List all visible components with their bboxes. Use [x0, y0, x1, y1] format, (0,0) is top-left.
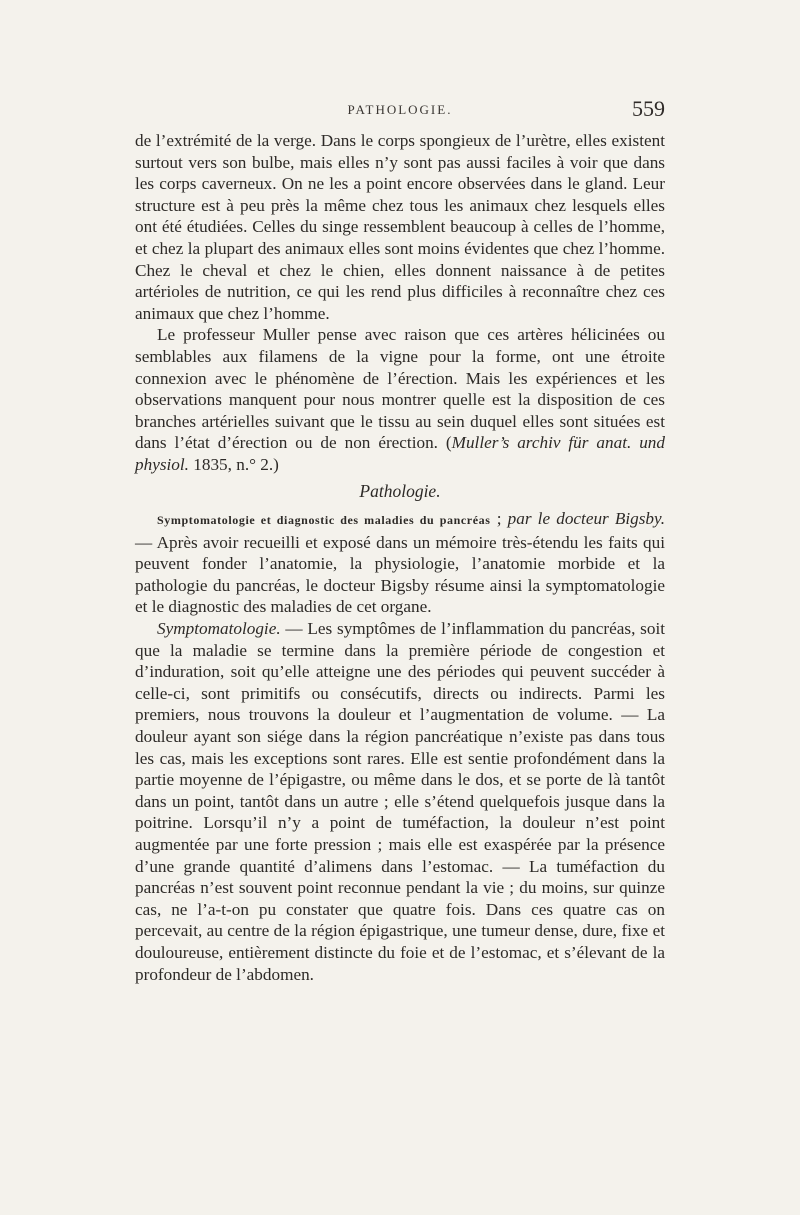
paragraph-4: [135, 618, 665, 985]
paragraph-2: [135, 324, 665, 475]
article-title: Symptomatologie et diagnostic des maladies du pancréas: [157, 513, 491, 528]
page-number: 559: [632, 96, 665, 121]
article-author: par le docteur Bigsby.: [507, 509, 666, 529]
section-title: Pathologie.: [359, 480, 441, 501]
paragraph-3-text: — Après avoir recueilli et exposé dans un mémoire très-étendu les faits qui peuvent fonder l’anatomie, la physiologie, l’anatomie morbide et la pathologie du pancréas, le docteur Bigsby résume ainsi la symptomatologie et le diagnostic des maladies de cet organe.: [135, 532, 665, 617]
body-text: [135, 130, 665, 985]
page-header: [135, 96, 665, 128]
citation: Muller’s archiv für anat. und physiol.: [135, 433, 665, 474]
paragraph-3: [135, 508, 665, 618]
subsection-heading: Symptomatologie.: [157, 619, 281, 639]
article-title-separator: ;: [490, 509, 508, 529]
citation-end: 1835, n.° 2.): [188, 454, 279, 474]
running-head: PATHOLOGIE.: [347, 102, 453, 117]
paragraph-4-text: — Les symptômes de l’inflammation du pancréas, soit que la maladie se termine dans la première période de congestion et d’induration, soit qu’elle atteigne une des périodes qui peuvent succéder à celle-ci, sont primitifs ou consécutifs, directs ou indirects. Parmi les premiers, nous trouvons la douleur et l’augmentation de volume. — La douleur ayant son siége dans la région pancréatique n’existe pas dans tous les cas, mais les exceptions sont rares. Elle est sentie profondément dans la partie moyenne de l’épigastre, ou même dans le dos, et se porte de là tantôt dans un point, tantôt dans un autre ; elle s’étend quelquefois jusque dans la poitrine. Lorsqu’il n’y a point de tuméfaction, la douleur n’est point augmentée par une forte pression ; mais elle est exaspérée par la présence d’une grande quantité d’alimens dans l’estomac. — La tuméfaction du pancréas n’est souvent point reconnue pendant la vie ; du moins, sur quinze cas, ne l’a-t-on pu constater que quatre fois. Dans ces quatre cas on percevait, au centre de la région épigastrique, une tumeur dense, dure, fixe et douloureuse, entièrement distincte du foie et de l’estomac, et s’élevant de la profondeur de l’abdomen.: [135, 619, 665, 984]
paragraph-1: de l’extrémité de la verge. Dans le corps spongieux de l’urètre, elles existent surtout vers son bulbe, mais elles n’y sont pas aussi faciles à voir que dans les corps caverneux. On ne les a point encore observées dans le gland. Leur structure est à peu près la même chez tous les animaux chez lesquels elles ont été étudiées. Celles du singe ressemblent beaucoup à celles de l’homme, et chez la plupart des animaux elles sont moins évidentes que chez l’homme. Chez le cheval et chez le chien, elles donnent naissance à de petites artérioles de nutrition, ce qui les rend plus difficiles à reconnaître chez ces animaux que chez l’homme.: [135, 131, 665, 323]
paragraph-2-text: Le professeur Muller pense avec raison que ces artères hélicinées ou semblables aux filamens de la vigne pour la forme, ont une étroite connexion avec le phénomène de l’érection. Mais les expériences et les observations manquent pour nous montrer quelle est la disposition de ces branches artérielles suivant que le tissu au sein duquel elles sont situées est dans l’état d’érection ou de non érection. (: [135, 325, 665, 453]
